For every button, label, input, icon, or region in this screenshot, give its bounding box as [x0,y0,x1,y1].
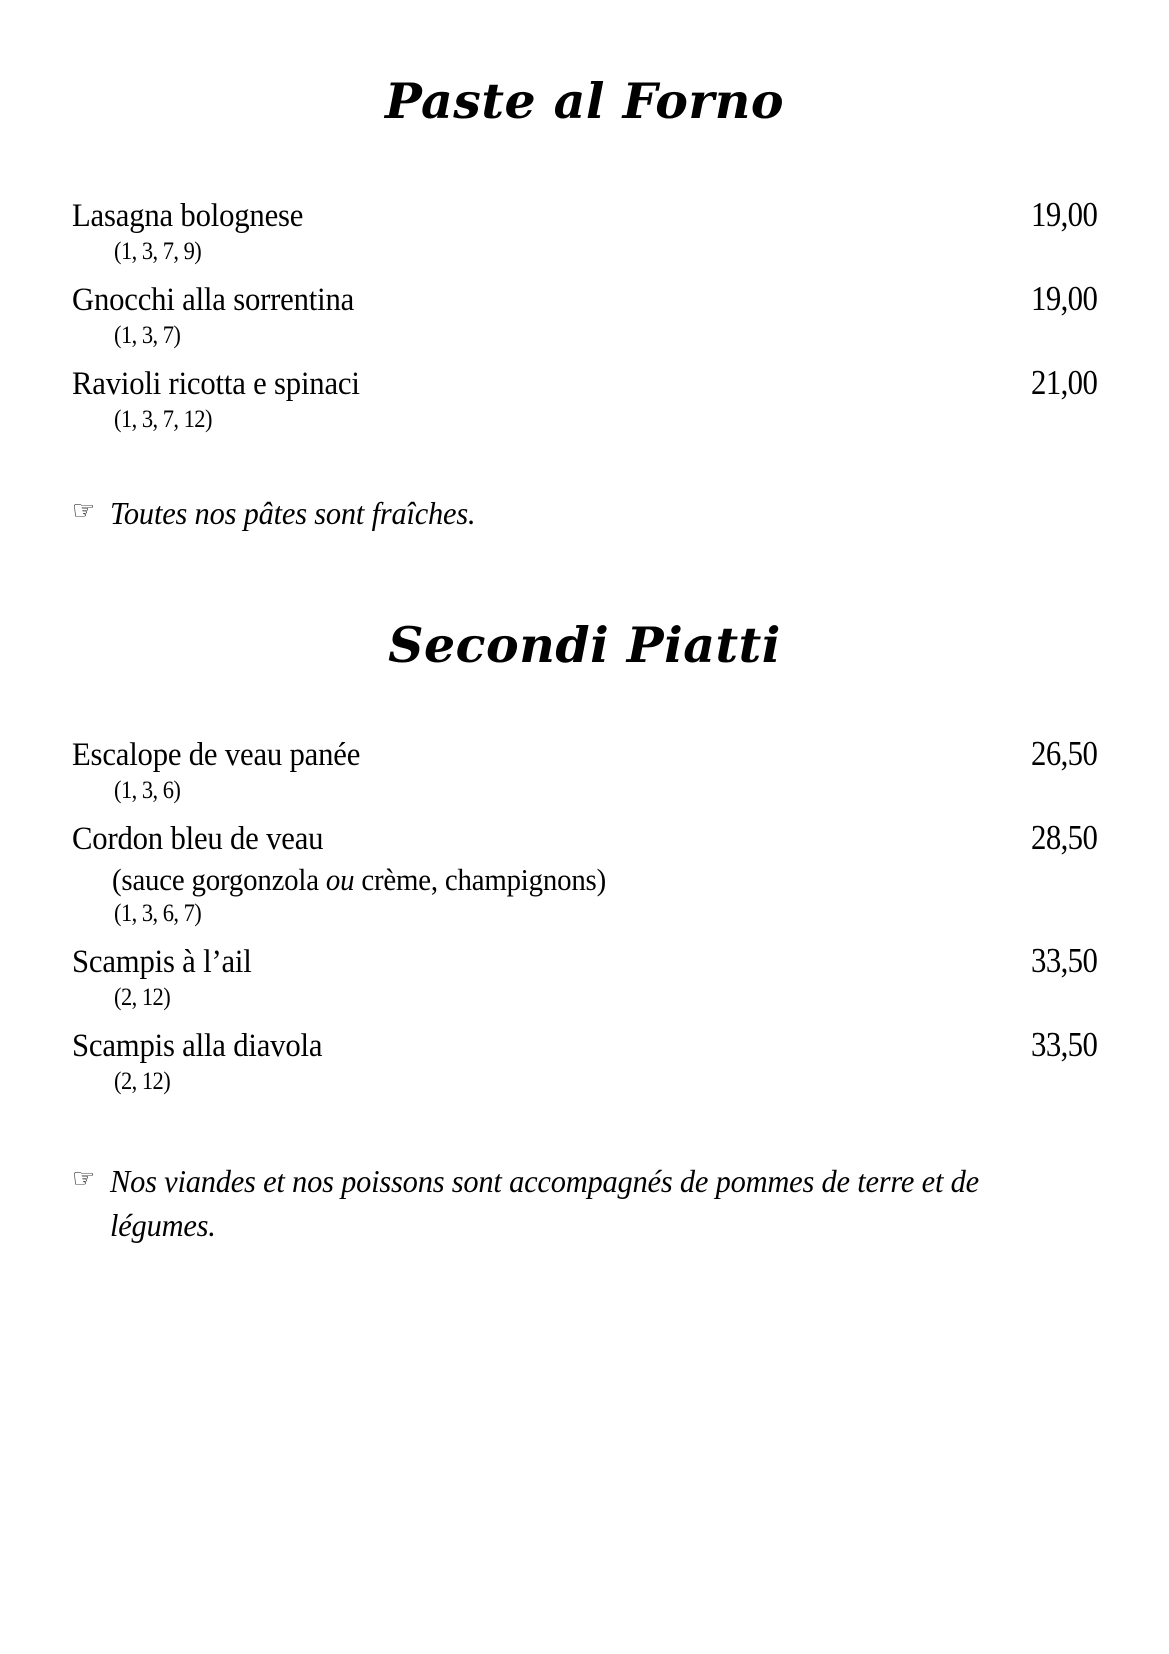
menu-item [72,278,1097,351]
section-heading-paste-al-forno: Paste al Forno [384,72,785,130]
menu-list-secondi-piatti [72,733,1097,1097]
menu-item [72,1024,1097,1097]
menu-item [72,940,1097,1013]
menu-item-allergens: (2, 12) [114,1067,171,1095]
menu-item-row [72,733,1097,775]
menu-item-allergens: (2, 12) [114,983,171,1011]
menu-item-allergens: (1, 3, 6) [114,776,181,804]
section-note-paste-al-forno [72,491,1097,535]
menu-item-description-emphasis: ou [325,861,355,897]
menu-item-description-pre: (sauce gorgonzola [112,861,326,897]
section-note-secondi-piatti [72,1159,1097,1247]
menu-item-description-post: crème, champignons) [354,861,607,897]
section-note-text: Nos viandes et nos poissons sont accompagnés de pommes de terre et de légumes. [110,1162,979,1244]
menu-item-description [112,861,1028,898]
menu-item-row [72,362,1097,404]
menu-item-row [72,1024,1097,1066]
menu-item [72,733,1097,806]
menu-item-row [72,940,1097,982]
menu-item-price: 21,00 [1030,362,1097,402]
menu-item [72,194,1097,267]
menu-item-allergens: (1, 3, 7) [114,321,181,349]
menu-item-name: Gnocchi alla sorrentina [72,281,355,318]
menu-list-paste-al-forno [72,194,1097,435]
menu-item [72,817,1097,929]
menu-item-allergens: (1, 3, 7, 9) [114,237,202,265]
menu-item-price: 19,00 [1030,195,1097,234]
menu-item-row [72,194,1097,236]
menu-item-name: Scampis alla diavola [72,1027,323,1064]
menu-item-name: Cordon bleu de veau [72,820,324,857]
section-note-text: Toutes nos pâtes sont fraîches. [110,494,476,531]
menu-item [72,362,1097,435]
menu-item-row [72,278,1097,320]
section-heading-secondi-piatti: Secondi Piatti [388,615,781,674]
menu-item-price: 33,50 [1030,1024,1097,1064]
menu-item-name: Escalope de veau panée [72,736,361,773]
menu-item-name: Ravioli ricotta e spinaci [72,365,360,402]
menu-item-allergens: (1, 3, 7, 12) [114,405,212,433]
menu-item-price: 33,50 [1030,941,1097,981]
pointing-hand-icon: ☞ [72,1163,96,1193]
menu-item-price: 26,50 [1030,733,1097,773]
menu-item-name: Lasagna bolognese [72,198,304,234]
menu-item-row [72,817,1097,859]
menu-item-allergens: (1, 3, 6, 7) [114,900,202,928]
menu-item-price: 19,00 [1030,278,1097,318]
pointing-hand-icon: ☞ [72,495,96,525]
menu-item-name: Scampis à l’ail [72,944,252,981]
menu-item-price: 28,50 [1030,817,1097,857]
